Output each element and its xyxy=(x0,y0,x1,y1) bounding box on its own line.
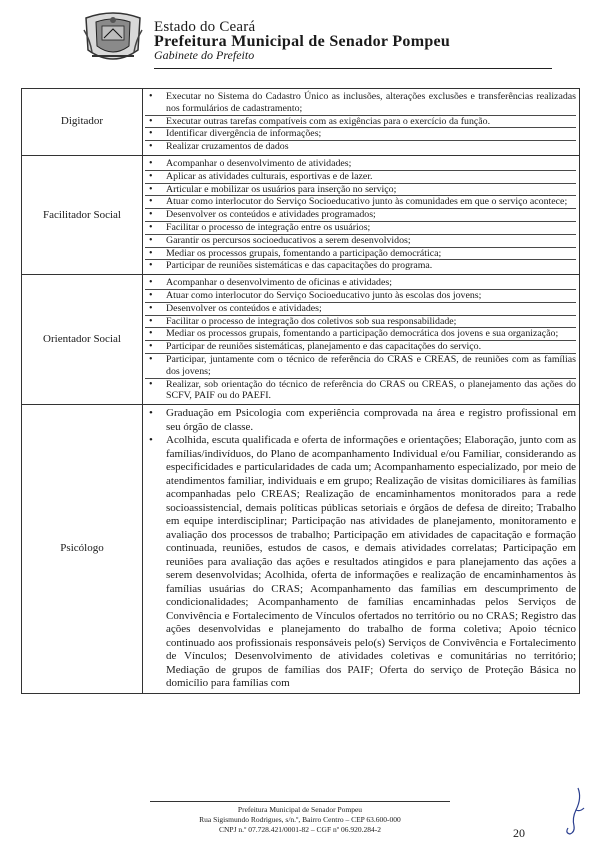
role-cell: Psicólogo xyxy=(22,405,143,694)
list-item: • Participar, juntamente com o técnico de referência do CRAS e CREAS, de reuniões com as famílias dos jovens; xyxy=(145,354,576,379)
page-number: 20 xyxy=(513,826,525,840)
duties-table xyxy=(21,88,580,694)
list-item: • Garantir os percursos socioeducativos a serem desenvolvidos; xyxy=(145,235,576,248)
tasks-cell xyxy=(143,275,580,405)
tasks-cell xyxy=(143,155,580,274)
list-item: • Aplicar as atividades culturais, esportivas e de lazer. xyxy=(145,171,576,184)
list-item: • Realizar, sob orientação do técnico de referência do CRAS ou CREAS, o planejamento das ações do SCFV, PAIF ou do PAEFI. xyxy=(145,379,576,403)
list-item: • Identificar divergência de informações; xyxy=(145,128,576,141)
footer-divider xyxy=(150,801,450,802)
list-item: • Desenvolver os conteúdos e atividades; xyxy=(145,303,576,316)
footer-line: Rua Sigismundo Rodrigues, s/n.º, Bairro Centro – CEP 63.600-000 xyxy=(199,815,401,824)
list-item: • Acompanhar o desenvolvimento de oficinas e atividades; xyxy=(145,277,576,290)
role-cell: Orientador Social xyxy=(22,275,143,405)
list-item: • Facilitar o processo de integração dos coletivos sob sua responsabilidade; xyxy=(145,316,576,329)
table-row xyxy=(22,89,580,156)
list-item: • Participar de reuniões sistemáticas, planejamento e das capacitações do serviço. xyxy=(145,341,576,354)
list-item: • Facilitar o processo de integração entre os usuários; xyxy=(145,222,576,235)
list-item: • Atuar como interlocutor do Serviço Socioeducativo junto às comunidades em que o serviço acontece; xyxy=(145,196,576,209)
list-item: • Executar outras tarefas compatíveis com as exigências para o exercício da função. xyxy=(145,116,576,129)
list-item: • Acompanhar o desenvolvimento de atividades; xyxy=(145,158,576,171)
list-item: • Mediar os processos grupais, fomentando a participação democrática; xyxy=(145,248,576,261)
list-item: • Acolhida, escuta qualificada e oferta de informações e orientações; Elaboração, junto com as famílias/indivíduos, do Plano de acompanhamento Individual e/ou Familiar, considerando as especificidades e particularidades de cada um; Acompanhamento especializado, por meio de atendimentos familiar, individuais e em grupo; Realização de visitas domiciliares às famílias acompanhadas pelo CREAS; Realização de encaminhamentos monitorados para a rede socioassistencial, demais políticas públicas setoriais e órgãos de defesa de direito; Trabalho em equipe interdisciplinar; Participação nas atividades de planejamento, monitoramento e avaliação dos processos de trabalho; Participação em atividades de capacitação e formação continuada, reuniões, estudos de casos, e demais atividades correlatas; Participação em reuniões para avaliação das ações e resultados atingidos e para planejamento das ações a serem desenvolvidas; Acolhida, oferta de informações e realização de encaminhamentos às famílias usuárias do CRAS; Acompanhamento das famílias em descumprimento de condicionalidades; Acompanhamento de famílias encaminhadas pelos Serviços de Convivência e Fortalecimento de Vínculos ofertados no território ou no CRAS; Registro das ações desenvolvidas e planejamento do trabalho de forma coletiva; Apoio técnico continuado aos profissionais responsáveis pelo(s) Serviços de Convivência e Fortalecimento de Vínculos; Desenvolvimento de atividades coletivas e comunitárias no território; Mediação de grupos de famílias dos PAIF; Oferta do serviço de Proteção Básica no domicílio para famílias com xyxy=(145,434,576,691)
footer-line: Prefeitura Municipal de Senador Pompeu xyxy=(237,805,363,814)
table-row xyxy=(22,405,580,694)
role-cell: Digitador xyxy=(22,89,143,156)
municipal-seal-icon xyxy=(82,10,144,64)
footer xyxy=(0,805,600,835)
list-item: • Realizar cruzamentos de dados xyxy=(145,141,576,153)
list-item: • Graduação em Psicologia com experiência comprovada na área e registro profissional em seu órgão de classe. xyxy=(145,407,576,434)
list-item: • Desenvolver os conteúdos e atividades programados; xyxy=(145,209,576,222)
header-gabinete: Gabinete do Prefeito xyxy=(154,48,255,62)
list-item: • Mediar os processos grupais, fomentando a participação democrática dos jovens e sua organização; xyxy=(145,328,576,341)
role-cell: Facilitador Social xyxy=(22,155,143,274)
list-item: • Executar no Sistema do Cadastro Único as inclusões, alterações exclusões e transferências realizadas nos formulários de cadastramento; xyxy=(145,91,576,116)
header-prefeitura: Prefeitura Municipal de Senador Pompeu xyxy=(154,33,451,50)
footer-line: CNPJ n.º 07.728.421/0001-82 – CGF nº 06.920.284-2 xyxy=(219,825,381,834)
signature-icon xyxy=(560,786,586,836)
table-row xyxy=(22,155,580,274)
header-state: Estado do Ceará xyxy=(154,19,256,35)
table-row xyxy=(22,275,580,405)
list-item: • Atuar como interlocutor do Serviço Socioeducativo junto às escolas dos jovens; xyxy=(145,290,576,303)
tasks-cell xyxy=(143,89,580,156)
tasks-cell xyxy=(143,405,580,694)
header-divider xyxy=(154,68,552,69)
list-item: • Participar de reuniões sistemáticas e das capacitações do programa. xyxy=(145,260,576,272)
list-item: • Articular e mobilizar os usuários para inserção no serviço; xyxy=(145,184,576,197)
letterhead xyxy=(82,10,552,68)
